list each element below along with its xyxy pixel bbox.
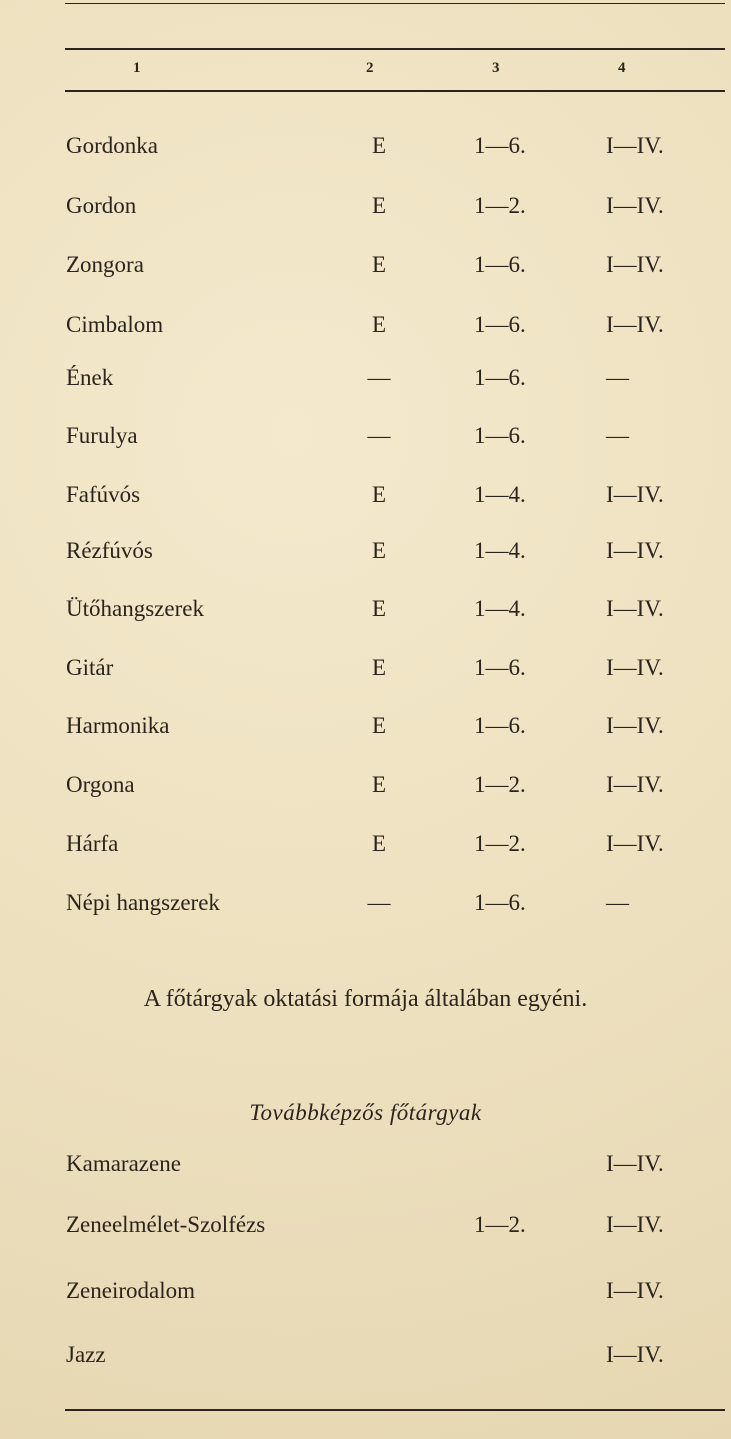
advanced-row <box>0 1276 731 1306</box>
advanced-range: I—IV. <box>606 772 664 797</box>
table-row <box>0 711 731 741</box>
grade-range: 1—6. <box>474 890 526 915</box>
grade-range: 1—6. <box>474 312 526 337</box>
section-subtitle: Továbbképzős főtárgyak <box>249 1100 482 1125</box>
evaluation-mark: E <box>371 193 387 218</box>
instrument-name: Gordon <box>66 193 137 218</box>
grade-range: 1—6. <box>474 365 526 390</box>
subject-name: Zeneelmélet-Szolfézs <box>66 1212 266 1237</box>
instrument-name: Gitár <box>66 655 114 680</box>
advanced-range: I—IV. <box>606 655 664 680</box>
advanced-range: — <box>606 890 629 915</box>
advanced-row <box>0 1149 731 1179</box>
advanced-range: I—IV. <box>606 713 664 738</box>
grade-range: 1—4. <box>474 482 526 507</box>
table-row <box>0 131 731 161</box>
advanced-row <box>0 1340 731 1370</box>
header-col-1: 1 <box>133 60 141 76</box>
instrument-name: Ütőhangszerek <box>66 596 204 621</box>
advanced-range: — <box>606 365 629 390</box>
evaluation-mark: — <box>367 423 391 448</box>
evaluation-mark: — <box>367 890 391 915</box>
advanced-range: I—IV. <box>606 252 664 277</box>
advanced-range: I—IV. <box>606 538 664 563</box>
grade-range: 1—6. <box>474 713 526 738</box>
advanced-row <box>0 1210 731 1240</box>
table-row <box>0 829 731 859</box>
advanced-range: I—IV. <box>606 1342 664 1367</box>
table-row <box>0 363 731 393</box>
advanced-range: I—IV. <box>606 312 664 337</box>
evaluation-mark: E <box>371 772 387 797</box>
header-col-2: 2 <box>366 60 374 76</box>
teaching-form-note: A főtárgyak oktatási formája általában egyéni. <box>143 986 588 1012</box>
evaluation-mark: E <box>371 596 387 621</box>
subject-name: Jazz <box>66 1342 106 1367</box>
instrument-name: Fafúvós <box>66 482 141 507</box>
table-row <box>0 250 731 280</box>
table-row <box>0 770 731 800</box>
grade-range: 1—6. <box>474 655 526 680</box>
subject-name: Zeneirodalom <box>66 1278 196 1303</box>
grade-range: 1—2. <box>474 831 526 856</box>
evaluation-mark: E <box>371 655 387 680</box>
table-row <box>0 421 731 451</box>
table-top-rule <box>65 48 725 50</box>
evaluation-mark: E <box>371 133 387 158</box>
advanced-range: I—IV. <box>606 193 664 218</box>
header-bottom-rule <box>65 90 725 92</box>
table-row <box>0 536 731 566</box>
grade-range: 1—4. <box>474 538 526 563</box>
advanced-range: I—IV. <box>606 596 664 621</box>
instrument-name: Cimbalom <box>66 312 164 337</box>
evaluation-mark: E <box>371 538 387 563</box>
bottom-rule <box>65 1409 725 1411</box>
grade-range: 1—2. <box>474 1212 526 1237</box>
instrument-name: Orgona <box>66 772 135 797</box>
evaluation-mark: — <box>367 365 391 390</box>
grade-range: 1—6. <box>474 133 526 158</box>
instrument-name: Zongora <box>66 252 144 277</box>
instrument-name: Népi hangszerek <box>66 890 220 915</box>
table-row <box>0 310 731 340</box>
instrument-name: Hárfa <box>66 831 119 856</box>
grade-range: 1—2. <box>474 772 526 797</box>
advanced-range: I—IV. <box>606 831 664 856</box>
evaluation-mark: E <box>371 312 387 337</box>
table-row <box>0 191 731 221</box>
table-row <box>0 653 731 683</box>
top-edge-rule <box>65 3 725 4</box>
evaluation-mark: E <box>371 831 387 856</box>
advanced-range: I—IV. <box>606 133 664 158</box>
advanced-range: I—IV. <box>606 1151 664 1176</box>
advanced-range: — <box>606 423 629 448</box>
instrument-name: Gordonka <box>66 133 158 158</box>
evaluation-mark: E <box>371 482 387 507</box>
grade-range: 1—6. <box>474 423 526 448</box>
grade-range: 1—6. <box>474 252 526 277</box>
table-row <box>0 888 731 918</box>
subject-name: Kamarazene <box>66 1151 181 1176</box>
evaluation-mark: E <box>371 252 387 277</box>
advanced-range: I—IV. <box>606 1278 664 1303</box>
table-row <box>0 480 731 510</box>
instrument-name: Rézfúvós <box>66 538 153 563</box>
instrument-name: Furulya <box>66 423 138 448</box>
instrument-name: Ének <box>66 365 114 390</box>
advanced-range: I—IV. <box>606 482 664 507</box>
grade-range: 1—2. <box>474 193 526 218</box>
header-col-4: 4 <box>618 60 626 76</box>
advanced-range: I—IV. <box>606 1212 664 1237</box>
header-col-3: 3 <box>492 60 500 76</box>
evaluation-mark: E <box>371 713 387 738</box>
grade-range: 1—4. <box>474 596 526 621</box>
instrument-name: Harmonika <box>66 713 170 738</box>
table-row <box>0 594 731 624</box>
